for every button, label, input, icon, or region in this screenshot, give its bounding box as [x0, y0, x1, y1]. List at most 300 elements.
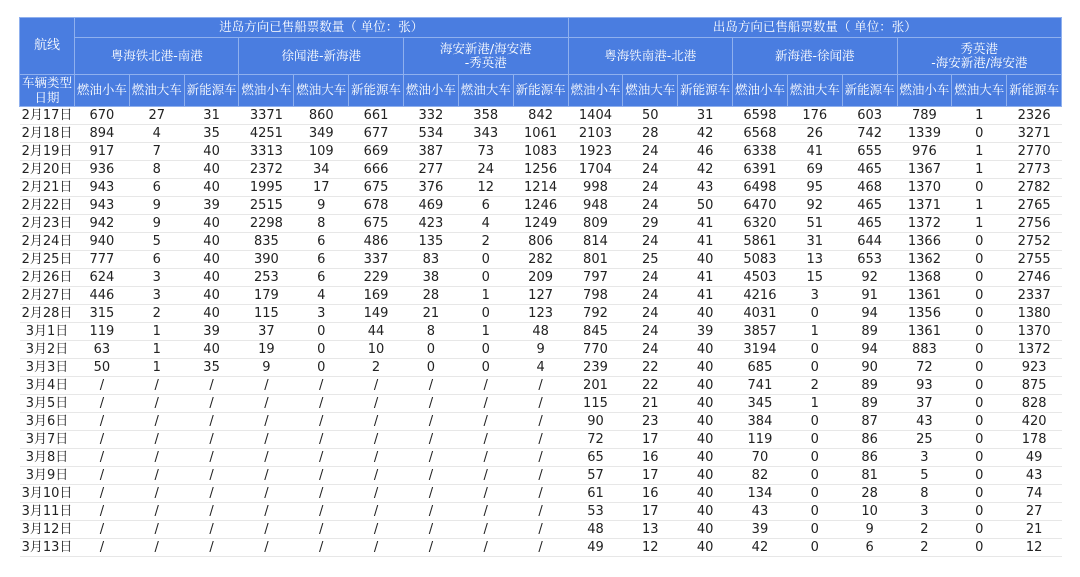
value-cell: 43	[897, 413, 952, 431]
value-cell: 798	[568, 287, 623, 305]
value-cell: /	[239, 431, 294, 449]
value-cell: 976	[897, 143, 952, 161]
value-cell: 40	[678, 305, 733, 323]
table-row	[20, 467, 1062, 485]
table-header	[20, 18, 1062, 107]
value-cell: 1367	[897, 161, 952, 179]
value-cell: /	[294, 521, 349, 539]
value-cell: 6	[458, 197, 513, 215]
value-cell: 644	[842, 233, 897, 251]
value-cell: 2	[129, 305, 184, 323]
value-cell: 48	[568, 521, 623, 539]
value-cell: 1	[952, 107, 1007, 125]
value-cell: 50	[678, 197, 733, 215]
value-cell: 42	[733, 539, 788, 557]
value-cell: 534	[403, 125, 458, 143]
value-cell: 1339	[897, 125, 952, 143]
value-cell: 1	[458, 323, 513, 341]
value-cell: 387	[403, 143, 458, 161]
value-cell: /	[75, 521, 130, 539]
value-cell: 0	[294, 359, 349, 377]
date-cell: 3月4日	[20, 377, 75, 395]
value-cell: 8	[403, 323, 458, 341]
value-cell: 72	[897, 359, 952, 377]
date-cell: 3月7日	[20, 431, 75, 449]
value-cell: 0	[294, 323, 349, 341]
value-cell: /	[513, 539, 568, 557]
value-cell: 0	[952, 503, 1007, 521]
value-cell: 24	[623, 233, 678, 251]
value-cell: /	[403, 521, 458, 539]
vehicle-type-header: 新能源车	[349, 75, 404, 107]
vehicle-type-header: 燃油大车	[458, 75, 513, 107]
value-cell: /	[129, 413, 184, 431]
value-cell: /	[129, 485, 184, 503]
value-cell: 875	[1007, 377, 1062, 395]
value-cell: /	[129, 395, 184, 413]
value-cell: 57	[568, 467, 623, 485]
value-cell: 41	[787, 143, 842, 161]
value-cell: 1	[129, 341, 184, 359]
value-cell: /	[239, 377, 294, 395]
value-cell: 69	[787, 161, 842, 179]
value-cell: 22	[623, 377, 678, 395]
value-cell: 0	[458, 305, 513, 323]
value-cell: /	[458, 503, 513, 521]
value-cell: 3	[294, 305, 349, 323]
value-cell: /	[458, 377, 513, 395]
value-cell: 24	[623, 161, 678, 179]
value-cell: 16	[623, 449, 678, 467]
value-cell: 3313	[239, 143, 294, 161]
value-cell: 384	[733, 413, 788, 431]
value-cell: 998	[568, 179, 623, 197]
value-cell: 35	[184, 359, 239, 377]
value-cell: 669	[349, 143, 404, 161]
value-cell: 6	[294, 251, 349, 269]
value-cell: 90	[568, 413, 623, 431]
value-cell: 201	[568, 377, 623, 395]
value-cell: 10	[349, 341, 404, 359]
value-cell: /	[75, 449, 130, 467]
value-cell: 0	[787, 341, 842, 359]
value-cell: 24	[623, 305, 678, 323]
value-cell: 1368	[897, 269, 952, 287]
value-cell: 797	[568, 269, 623, 287]
value-cell: /	[129, 431, 184, 449]
value-cell: /	[458, 539, 513, 557]
value-cell: 53	[568, 503, 623, 521]
value-cell: /	[458, 521, 513, 539]
value-cell: 28	[623, 125, 678, 143]
date-cell: 2月24日	[20, 233, 75, 251]
value-cell: /	[129, 503, 184, 521]
value-cell: 835	[239, 233, 294, 251]
value-cell: 3	[129, 269, 184, 287]
value-cell: /	[513, 503, 568, 521]
value-cell: 40	[678, 485, 733, 503]
value-cell: 9	[239, 359, 294, 377]
value-cell: 8	[294, 215, 349, 233]
value-cell: 1404	[568, 107, 623, 125]
value-cell: 115	[239, 305, 294, 323]
table-row	[20, 413, 1062, 431]
vehicle-type-header: 燃油小车	[568, 75, 623, 107]
value-cell: 46	[678, 143, 733, 161]
value-cell: /	[349, 503, 404, 521]
value-cell: 1380	[1007, 305, 1062, 323]
value-cell: /	[184, 449, 239, 467]
value-cell: 115	[568, 395, 623, 413]
value-cell: /	[294, 467, 349, 485]
value-cell: 95	[787, 179, 842, 197]
value-cell: 0	[787, 539, 842, 557]
value-cell: /	[349, 449, 404, 467]
table-row	[20, 269, 1062, 287]
value-cell: 31	[184, 107, 239, 125]
value-cell: /	[403, 377, 458, 395]
value-cell: 0	[952, 377, 1007, 395]
value-cell: 0	[952, 125, 1007, 143]
value-cell: 1249	[513, 215, 568, 233]
vehicle-type-header: 新能源车	[513, 75, 568, 107]
value-cell: 0	[952, 413, 1007, 431]
value-cell: 48	[513, 323, 568, 341]
value-cell: 51	[787, 215, 842, 233]
date-cell: 3月3日	[20, 359, 75, 377]
value-cell: 0	[952, 359, 1007, 377]
value-cell: 41	[678, 215, 733, 233]
value-cell: 253	[239, 269, 294, 287]
date-cell: 2月25日	[20, 251, 75, 269]
value-cell: /	[349, 431, 404, 449]
value-cell: 17	[623, 467, 678, 485]
value-cell: /	[403, 395, 458, 413]
date-cell: 3月8日	[20, 449, 75, 467]
value-cell: 0	[952, 233, 1007, 251]
value-cell: 73	[458, 143, 513, 161]
value-cell: 465	[842, 161, 897, 179]
value-cell: 6338	[733, 143, 788, 161]
value-cell: 465	[842, 197, 897, 215]
value-cell: 0	[952, 323, 1007, 341]
outbound-route-1: 粤海铁南港-北港	[568, 38, 732, 75]
vehicle-type-header: 燃油大车	[787, 75, 842, 107]
value-cell: 469	[403, 197, 458, 215]
value-cell: 24	[623, 323, 678, 341]
value-cell: 4503	[733, 269, 788, 287]
value-cell: 0	[952, 251, 1007, 269]
value-cell: 358	[458, 107, 513, 125]
date-cell: 3月12日	[20, 521, 75, 539]
value-cell: /	[458, 431, 513, 449]
value-cell: 6	[842, 539, 897, 557]
value-cell: 70	[733, 449, 788, 467]
table-row	[20, 323, 1062, 341]
value-cell: 1362	[897, 251, 952, 269]
value-cell: 6598	[733, 107, 788, 125]
value-cell: 349	[294, 125, 349, 143]
value-cell: 43	[1007, 467, 1062, 485]
value-cell: 1923	[568, 143, 623, 161]
value-cell: 28	[842, 485, 897, 503]
date-cell: 2月27日	[20, 287, 75, 305]
value-cell: /	[239, 395, 294, 413]
value-cell: /	[349, 521, 404, 539]
value-cell: /	[239, 467, 294, 485]
date-cell: 2月18日	[20, 125, 75, 143]
value-cell: 1372	[897, 215, 952, 233]
value-cell: 50	[75, 359, 130, 377]
value-cell: 37	[897, 395, 952, 413]
value-cell: 917	[75, 143, 130, 161]
date-cell: 2月23日	[20, 215, 75, 233]
table-row	[20, 431, 1062, 449]
value-cell: /	[239, 521, 294, 539]
value-cell: /	[129, 539, 184, 557]
value-cell: 17	[623, 431, 678, 449]
value-cell: 13	[623, 521, 678, 539]
outbound-route-3: 秀英港 -海安新港/海安港	[897, 38, 1062, 75]
value-cell: 49	[1007, 449, 1062, 467]
value-cell: 0	[787, 305, 842, 323]
vehicle-type-header: 燃油小车	[403, 75, 458, 107]
value-cell: 1361	[897, 323, 952, 341]
value-cell: 675	[349, 179, 404, 197]
value-cell: 0	[787, 503, 842, 521]
value-cell: 21	[1007, 521, 1062, 539]
value-cell: 40	[184, 341, 239, 359]
value-cell: /	[294, 431, 349, 449]
value-cell: 1370	[897, 179, 952, 197]
value-cell: 93	[897, 377, 952, 395]
value-cell: 5083	[733, 251, 788, 269]
value-cell: 149	[349, 305, 404, 323]
value-cell: 74	[1007, 485, 1062, 503]
date-cell: 2月20日	[20, 161, 75, 179]
value-cell: 801	[568, 251, 623, 269]
value-cell: 0	[952, 431, 1007, 449]
value-cell: 1	[952, 143, 1007, 161]
value-cell: 72	[568, 431, 623, 449]
value-cell: 2298	[239, 215, 294, 233]
value-cell: 109	[294, 143, 349, 161]
value-cell: 2755	[1007, 251, 1062, 269]
value-cell: 2782	[1007, 179, 1062, 197]
value-cell: 40	[184, 269, 239, 287]
value-cell: 40	[184, 143, 239, 161]
value-cell: 40	[678, 377, 733, 395]
value-cell: 179	[239, 287, 294, 305]
value-cell: /	[294, 485, 349, 503]
vehicle-type-header: 燃油大车	[129, 75, 184, 107]
value-cell: 4	[458, 215, 513, 233]
table-row	[20, 287, 1062, 305]
value-cell: 677	[349, 125, 404, 143]
value-cell: 789	[897, 107, 952, 125]
value-cell: 42	[678, 161, 733, 179]
value-cell: 7	[129, 143, 184, 161]
value-cell: 90	[842, 359, 897, 377]
date-cell: 2月17日	[20, 107, 75, 125]
value-cell: /	[184, 503, 239, 521]
value-cell: 21	[403, 305, 458, 323]
value-cell: 842	[513, 107, 568, 125]
value-cell: 209	[513, 269, 568, 287]
table-row	[20, 305, 1062, 323]
value-cell: /	[129, 449, 184, 467]
table-row	[20, 395, 1062, 413]
value-cell: 23	[623, 413, 678, 431]
value-cell: 0	[458, 251, 513, 269]
value-cell: 89	[842, 323, 897, 341]
value-cell: 40	[184, 287, 239, 305]
table-row	[20, 341, 1062, 359]
value-cell: 134	[733, 485, 788, 503]
value-cell: 468	[842, 179, 897, 197]
value-cell: 1995	[239, 179, 294, 197]
value-cell: 0	[787, 521, 842, 539]
value-cell: 6498	[733, 179, 788, 197]
value-cell: 12	[1007, 539, 1062, 557]
value-cell: /	[239, 413, 294, 431]
date-cell: 2月28日	[20, 305, 75, 323]
value-cell: 63	[75, 341, 130, 359]
vehicle-type-label: 车辆类型	[21, 75, 72, 91]
value-cell: 29	[623, 215, 678, 233]
value-cell: 2752	[1007, 233, 1062, 251]
value-cell: /	[403, 431, 458, 449]
value-cell: 337	[349, 251, 404, 269]
outbound-route-2: 新海港-徐闻港	[733, 38, 897, 75]
table-row	[20, 107, 1062, 125]
value-cell: 37	[239, 323, 294, 341]
value-cell: 2	[458, 233, 513, 251]
date-cell: 3月10日	[20, 485, 75, 503]
value-cell: /	[129, 377, 184, 395]
route-header: 航线	[20, 18, 75, 75]
value-cell: 423	[403, 215, 458, 233]
value-cell: 0	[952, 449, 1007, 467]
value-cell: /	[239, 503, 294, 521]
value-cell: 1214	[513, 179, 568, 197]
value-cell: 2773	[1007, 161, 1062, 179]
value-cell: /	[349, 377, 404, 395]
ticket-table-container	[19, 17, 1061, 557]
value-cell: 2746	[1007, 269, 1062, 287]
inbound-route-2: 徐闻港-新海港	[239, 38, 403, 75]
value-cell: /	[458, 395, 513, 413]
table-row	[20, 179, 1062, 197]
table-row	[20, 143, 1062, 161]
value-cell: 923	[1007, 359, 1062, 377]
date-cell: 3月6日	[20, 413, 75, 431]
value-cell: 1	[129, 359, 184, 377]
value-cell: 40	[184, 251, 239, 269]
value-cell: 943	[75, 179, 130, 197]
value-cell: 12	[458, 179, 513, 197]
value-cell: 942	[75, 215, 130, 233]
value-cell: 661	[349, 107, 404, 125]
value-cell: 21	[623, 395, 678, 413]
value-cell: /	[75, 467, 130, 485]
value-cell: 1356	[897, 305, 952, 323]
value-cell: 666	[349, 161, 404, 179]
value-cell: 376	[403, 179, 458, 197]
value-cell: 22	[623, 359, 678, 377]
value-cell: 0	[458, 359, 513, 377]
value-cell: /	[513, 521, 568, 539]
value-cell: 9	[129, 215, 184, 233]
value-cell: 119	[733, 431, 788, 449]
value-cell: 40	[184, 233, 239, 251]
value-cell: 940	[75, 233, 130, 251]
date-cell: 3月5日	[20, 395, 75, 413]
value-cell: /	[294, 413, 349, 431]
value-cell: 86	[842, 431, 897, 449]
value-cell: 26	[787, 125, 842, 143]
table-row	[20, 359, 1062, 377]
value-cell: 0	[787, 485, 842, 503]
vehicle-type-header: 燃油小车	[75, 75, 130, 107]
value-cell: 92	[842, 269, 897, 287]
value-cell: 49	[568, 539, 623, 557]
value-cell: 13	[787, 251, 842, 269]
value-cell: 792	[568, 305, 623, 323]
value-cell: 1704	[568, 161, 623, 179]
value-cell: 3857	[733, 323, 788, 341]
value-cell: 119	[75, 323, 130, 341]
table-row	[20, 251, 1062, 269]
value-cell: 0	[952, 305, 1007, 323]
value-cell: 27	[1007, 503, 1062, 521]
value-cell: 742	[842, 125, 897, 143]
value-cell: /	[184, 431, 239, 449]
table-row	[20, 521, 1062, 539]
value-cell: 3	[129, 287, 184, 305]
value-cell: 4	[294, 287, 349, 305]
value-cell: 169	[349, 287, 404, 305]
value-cell: 332	[403, 107, 458, 125]
value-cell: /	[184, 467, 239, 485]
value-cell: 0	[952, 269, 1007, 287]
value-cell: 24	[623, 197, 678, 215]
value-cell: /	[239, 485, 294, 503]
value-cell: 127	[513, 287, 568, 305]
value-cell: 4	[129, 125, 184, 143]
value-cell: 31	[678, 107, 733, 125]
inbound-route-3: 海安新港/海安港 -秀英港	[403, 38, 568, 75]
value-cell: 1083	[513, 143, 568, 161]
value-cell: 9	[513, 341, 568, 359]
value-cell: /	[129, 467, 184, 485]
value-cell: 0	[787, 449, 842, 467]
value-cell: 123	[513, 305, 568, 323]
value-cell: 345	[733, 395, 788, 413]
value-cell: 6	[294, 233, 349, 251]
value-cell: 81	[842, 467, 897, 485]
value-cell: 675	[349, 215, 404, 233]
value-cell: /	[458, 467, 513, 485]
value-cell: 390	[239, 251, 294, 269]
value-cell: 87	[842, 413, 897, 431]
value-cell: 3371	[239, 107, 294, 125]
value-cell: 883	[897, 341, 952, 359]
value-cell: 34	[294, 161, 349, 179]
value-cell: 0	[952, 341, 1007, 359]
date-cell: 2月22日	[20, 197, 75, 215]
value-cell: 25	[897, 431, 952, 449]
